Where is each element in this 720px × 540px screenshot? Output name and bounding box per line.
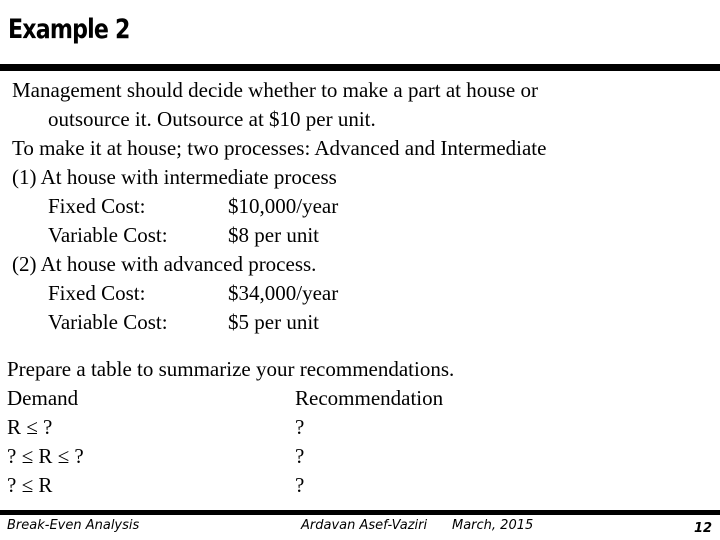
demand-cell: ? ≤ R ≤ ? — [7, 444, 84, 468]
text-line-3: To make it at house; two processes: Advanced and Intermediate — [12, 136, 547, 160]
table-prompt: Prepare a table to summarize your recommendations. — [7, 357, 455, 381]
demand-cell: R ≤ ? — [7, 415, 53, 439]
fixed-cost-value: $10,000/year — [228, 194, 339, 218]
table-row — [7, 471, 507, 499]
advanced-variable-cost-row — [48, 308, 448, 336]
intermediate-variable-cost-row — [48, 221, 448, 249]
advanced-fixed-cost-row — [48, 279, 448, 307]
option-1-heading: (1) At house with intermediate process — [12, 165, 337, 189]
page-number: 12 — [694, 521, 713, 536]
table-row — [7, 413, 507, 441]
text-line-1: Management should decide whether to make a part at house or — [12, 78, 538, 102]
fixed-cost-label: Fixed Cost: — [48, 281, 146, 305]
recommendation-cell: ? — [295, 473, 305, 497]
header-demand: Demand — [7, 386, 79, 410]
fixed-cost-value: $34,000/year — [228, 281, 339, 305]
footer-date: March, 2015 — [452, 518, 534, 533]
variable-cost-value: $5 per unit — [228, 310, 319, 334]
footer-topic: Break-Even Analysis — [7, 518, 140, 533]
table-row — [7, 442, 507, 470]
fixed-cost-label: Fixed Cost: — [48, 194, 146, 218]
recommendation-cell: ? — [295, 415, 305, 439]
option-2-heading: (2) At house with advanced process. — [12, 252, 317, 276]
slide-title: Example 2 — [8, 14, 130, 45]
footer-author: Ardavan Asef-Vaziri — [301, 518, 428, 533]
top-divider — [0, 64, 720, 71]
table-header-row — [7, 384, 507, 412]
text-line-2: outsource it. Outsource at $10 per unit. — [48, 107, 376, 131]
variable-cost-label: Variable Cost: — [48, 310, 168, 334]
variable-cost-value: $8 per unit — [228, 223, 319, 247]
demand-cell: ? ≤ R — [7, 473, 53, 497]
header-recommendation: Recommendation — [295, 386, 444, 410]
intermediate-fixed-cost-row — [48, 192, 448, 220]
bottom-divider — [0, 510, 720, 515]
variable-cost-label: Variable Cost: — [48, 223, 168, 247]
recommendation-cell: ? — [295, 444, 305, 468]
